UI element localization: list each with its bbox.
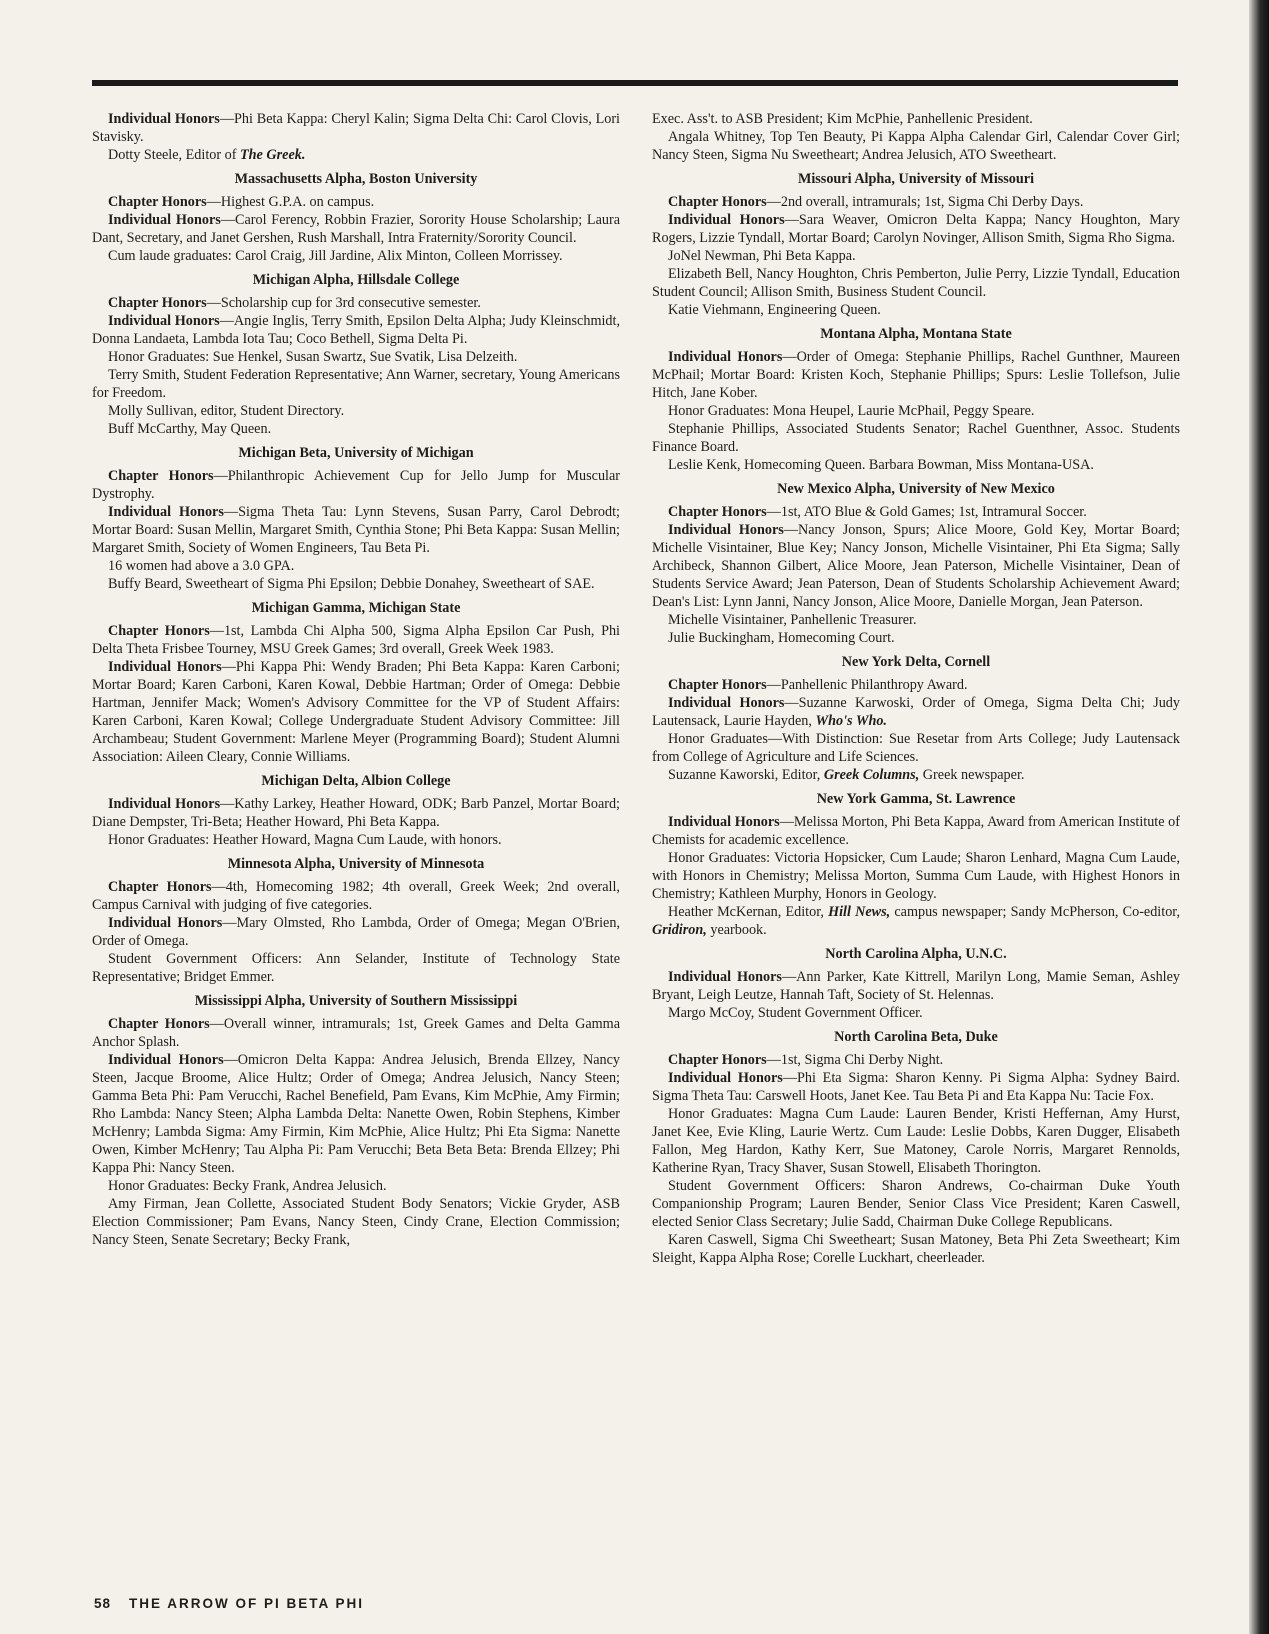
paragraph: Individual Honors—Phi Beta Kappa: Cheryl Kalin; Sigma Delta Chi: Carol Clovis, Lori Stavisky. [92,111,620,145]
paragraph: Individual Honors—Phi Eta Sigma: Sharon Kenny. Pi Sigma Alpha: Sydney Baird. Sigma Theta Tau: Carswell Hoots, Janet Kee. Tau Beta Pi and Eta Kappa Nu: Tacie Fox. [652,1070,1181,1104]
paragraph: Individual Honors—Mary Olmsted, Rho Lambda, Order of Omega; Megan O'Brien, Order of Omega. [92,915,620,949]
paragraph: Honor Graduates: Becky Frank, Andrea Jelusich. [108,1178,387,1194]
article-columns [92,110,1180,1570]
section-heading: Mississippi Alpha, University of Southern Mississippi [194,993,518,1009]
paragraph: Chapter Honors—Overall winner, intramurals; 1st, Greek Games and Delta Gamma Anchor Splash. [92,1016,620,1050]
page-binding-edge [1249,0,1269,1634]
paragraph: Julie Buckingham, Homecoming Court. [668,630,895,646]
section-heading: Michigan Beta, University of Michigan [238,445,474,461]
publication-title: THE ARROW OF PI BETA PHI [129,1596,365,1611]
paragraph: Leslie Kenk, Homecoming Queen. Barbara Bowman, Miss Montana-USA. [668,457,1094,473]
paragraph: Angala Whitney, Top Ten Beauty, Pi Kappa Alpha Calendar Girl, Calendar Cover Girl; Nancy Steen, Sigma Nu Sweetheart; Andrea Jelusich, ATO Sweetheart. [652,129,1180,163]
paragraph: Honor Graduates: Magna Cum Laude: Lauren Bender, Kristi Heffernan, Amy Hurst, Janet Kee, Evie Kling, Laurie Wertz. Cum Laude: Leslie Dobbs, Karen Dugger, Elisabeth Fallon, Meg Hardon, Kathy Kerr, Sue Matoney, Carole Norris, Margaret Rennolds, Katherine Ryan, Tracy Shaver, Susan Stowell, Elisabeth Thorington. [652,1106,1180,1176]
paragraph: Chapter Honors—1st, ATO Blue & Gold Games; 1st, Intramural Soccer. [668,504,1087,520]
paragraph: Individual Honors—Angie Inglis, Terry Smith, Epsilon Delta Alpha; Judy Kleinschmidt, Donna Landaeta, Lambda Iota Tau; Coco Bethell, Sigma Delta Pi. [92,313,620,347]
paragraph: Heather McKernan, Editor, Hill News, campus newspaper; Sandy McPherson, Co-editor, Gridiron, yearbook. [652,904,1180,938]
paragraph: Suzanne Kaworski, Editor, Greek Columns, Greek newspaper. [668,767,1025,783]
paragraph: Stephanie Phillips, Associated Students Senator; Rachel Guenthner, Assoc. Students Finance Board. [652,421,1180,455]
paragraph: Student Government Officers: Sharon Andrews, Co-chairman Duke Youth Companionship Program; Lauren Bender, Senior Class Vice President; Karen Caswell, elected Senior Class Secretary; Julie Sadd, Chairman Duke College Republicans. [652,1178,1180,1230]
right-column [652,110,1180,1570]
paragraph: Chapter Honors—2nd overall, intramurals; 1st, Sigma Chi Derby Days. [668,194,1084,210]
paragraph: Individual Honors—Ann Parker, Kate Kittrell, Marilyn Long, Mamie Seman, Ashley Bryant, Leigh Leutze, Hannah Taft, Society of St. Helennas. [652,969,1181,1003]
paragraph: JoNel Newman, Phi Beta Kappa. [668,248,856,264]
paragraph: Chapter Honors—Panhellenic Philanthropy Award. [668,677,968,693]
paragraph: Chapter Honors—Philanthropic Achievement Cup for Jello Jump for Muscular Dystrophy. [92,468,620,502]
section-heading: Montana Alpha, Montana State [820,326,1012,342]
paragraph: Molly Sullivan, editor, Student Directory. [108,403,345,419]
paragraph: Individual Honors—Kathy Larkey, Heather Howard, ODK; Barb Panzel, Mortar Board; Diane Dempster, Tri-Beta; Heather Howard, Phi Beta Kappa. [92,796,620,830]
paragraph: Individual Honors—Sigma Theta Tau: Lynn Stevens, Susan Parry, Carol Debrodt; Mortar Board: Susan Mellin, Margaret Smith, Cynthia Stone; Phi Beta Kappa: Susan Mellin; Margaret Smith, Society of Women Engineers, Tau Beta Pi. [92,504,620,556]
section-heading: North Carolina Beta, Duke [834,1029,998,1045]
paragraph: Honor Graduates: Sue Henkel, Susan Swartz, Sue Svatik, Lisa Delzeith. [108,349,518,365]
paragraph: Individual Honors—Phi Kappa Phi: Wendy Braden; Phi Beta Kappa: Karen Carboni; Mortar Board; Karen Carboni, Karen Kowal, Debbie Hartman; Order of Omega: Debbie Hartman, Jennifer Mack; Women's Advisory Committee for the VP of Student Affairs: Karen Carboni, Karen Kowal; College Undergraduate Student Advisory Committee: Jill Archambeau; Student Government: Marlene Meyer (Programming Board); Student Alumni Association: Aileen Cleary, Connie Williams. [92,659,620,765]
paragraph: Honor Graduates: Heather Howard, Magna Cum Laude, with honors. [108,832,502,848]
left-column [92,110,620,1570]
paragraph: Buffy Beard, Sweetheart of Sigma Phi Epsilon; Debbie Donahey, Sweetheart of SAE. [108,576,595,592]
paragraph: Buff McCarthy, May Queen. [108,421,272,437]
section-heading: Missouri Alpha, University of Missouri [797,171,1035,187]
paragraph: Student Government Officers: Ann Selander, Institute of Technology State Representative; Bridget Emmer. [92,951,620,985]
paragraph: Individual Honors—Carol Ferency, Robbin Frazier, Sorority House Scholarship; Laura Dant, Secretary, and Janet Gershen, Rush Marshall, Intra Fraternity/Sorority Council. [92,212,620,246]
paragraph: Individual Honors—Suzanne Karwoski, Order of Omega, Sigma Delta Chi; Judy Lautensack, Laurie Hayden, Who's Who. [652,695,1180,729]
paragraph: Terry Smith, Student Federation Representative; Ann Warner, secretary, Young Americans for Freedom. [92,367,620,401]
section-heading: Massachusetts Alpha, Boston University [234,171,478,187]
section-heading: New York Gamma, St. Lawrence [816,791,1016,807]
paragraph: Individual Honors—Nancy Jonson, Spurs; Alice Moore, Gold Key, Mortar Board; Michelle Visintainer, Blue Key; Nancy Jonson, Michelle Visintainer, Phi Eta Sigma; Sally Archibeck, Shannon Gilbert, Alice Moore, Jean Paterson, Michelle Visintainer, Dean of Students Service Award; Jean Paterson, Dean of Students Scholarship Achievement Award; Dean's List: Lynn Janni, Nancy Jonson, Alice Moore, Danielle Morgan, Jean Paterson. [652,522,1181,610]
paragraph: Honor Graduates: Victoria Hopsicker, Cum Laude; Sharon Lenhard, Magna Cum Laude, with Honors in Chemistry; Melissa Morton, Summa Cum Laude, with Highest Honors in Chemistry; Kathleen Murphy, Honors in Geology. [652,850,1180,902]
paragraph: Chapter Honors—1st, Lambda Chi Alpha 500, Sigma Alpha Epsilon Car Push, Phi Delta Theta Frisbee Tourney, MSU Greek Games; 3rd overall, Greek Week 1983. [92,623,621,657]
paragraph: Katie Viehmann, Engineering Queen. [668,302,881,318]
paragraph: Individual Honors—Sara Weaver, Omicron Delta Kappa; Nancy Houghton, Mary Rogers, Lizzie Tyndall, Mortar Board; Carolyn Novinger, Allison Smith, Sigma Rho Sigma. [652,212,1181,246]
section-heading: North Carolina Alpha, U.N.C. [825,946,1007,962]
paragraph: Cum laude graduates: Carol Craig, Jill Jardine, Alix Minton, Colleen Morrissey. [108,248,563,264]
paragraph: Margo McCoy, Student Government Officer. [668,1005,923,1021]
top-rule [92,80,1178,86]
section-heading: Michigan Gamma, Michigan State [251,600,461,616]
paragraph: Chapter Honors—Scholarship cup for 3rd consecutive semester. [108,295,481,311]
paragraph: Individual Honors—Order of Omega: Stephanie Phillips, Rachel Gunthner, Maureen McPhail; Mortar Board: Kristen Koch, Stephanie Phillips; Spurs: Leslie Tollefson, Julie Hitch, Jane Kober. [652,349,1180,401]
paragraph: Chapter Honors—4th, Homecoming 1982; 4th overall, Greek Week; 2nd overall, Campus Carnival with judging of five categories. [92,879,620,913]
paragraph: Honor Graduates—With Distinction: Sue Resetar from Arts College; Judy Lautensack from College of Agriculture and Life Sciences. [652,731,1180,765]
paragraph: Elizabeth Bell, Nancy Houghton, Chris Pemberton, Julie Perry, Lizzie Tyndall, Education Student Council; Allison Smith, Business Student Council. [652,266,1180,300]
page-footer [94,1596,364,1611]
page-number: 58 [94,1596,112,1611]
paragraph: Exec. Ass't. to ASB President; Kim McPhie, Panhellenic President. [652,111,1033,127]
paragraph: 16 women had above a 3.0 GPA. [108,558,295,574]
section-heading: New York Delta, Cornell [841,654,991,670]
paragraph: Michelle Visintainer, Panhellenic Treasurer. [668,612,917,628]
paragraph: Individual Honors—Melissa Morton, Phi Beta Kappa, Award from American Institute of Chemists for academic excellence. [652,814,1181,848]
section-heading: Michigan Delta, Albion College [261,773,451,789]
paragraph: Dotty Steele, Editor of The Greek. [108,147,306,163]
paragraph: Individual Honors—Omicron Delta Kappa: Andrea Jelusich, Brenda Ellzey, Nancy Steen, Jacque Broome, Alice Hultz; Order of Omega; Andrea Jelusich, Nancy Steen; Gamma Beta Phi: Pam Verucchi, Rachel Benefield, Pam Evans, Kim McPhie, Amy Firmin; Rho Lambda: Nancy Steen; Alpha Lambda Delta: Nanette Owen, Robin Stephens, Kimber McHenry; Lambda Sigma: Amy Firmin, Kim McPhie, Alice Hultz; Phi Eta Sigma: Nanette Owen, Kimber McHenry; Tau Alpha Pi: Pam Verucchi; Beta Beta Beta: Brenda Ellzey; Phi Kappa Phi: Nancy Steen. [92,1052,620,1176]
paragraph: Honor Graduates: Mona Heupel, Laurie McPhail, Peggy Speare. [668,403,1035,419]
paragraph: Karen Caswell, Sigma Chi Sweetheart; Susan Matoney, Beta Phi Zeta Sweetheart; Kim Sleight, Kappa Alpha Rose; Corelle Luckhart, cheerleader. [652,1232,1180,1266]
section-heading: New Mexico Alpha, University of New Mexico [777,481,1055,497]
paragraph: Amy Firman, Jean Collette, Associated Student Body Senators; Vickie Gryder, ASB Election Commissioner; Pam Evans, Nancy Steen, Cindy Crane, Election Commission; Nancy Steen, Senate Secretary; Becky Frank, [92,1196,620,1248]
paragraph: Chapter Honors—Highest G.P.A. on campus. [108,194,375,210]
section-heading: Minnesota Alpha, University of Minnesota [227,856,485,872]
section-heading: Michigan Alpha, Hillsdale College [252,272,460,288]
paragraph: Chapter Honors—1st, Sigma Chi Derby Night. [668,1052,944,1068]
